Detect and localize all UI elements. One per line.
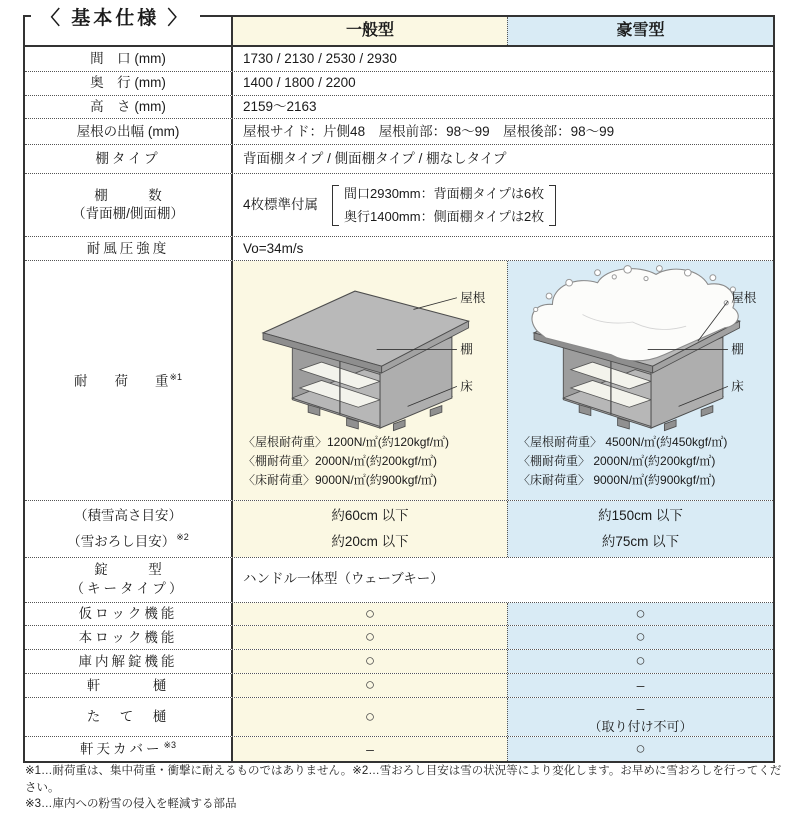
- row-label: [25, 261, 233, 500]
- row-soffit-cover: [25, 736, 773, 761]
- downspout-note: （取り付け不可）: [588, 718, 693, 734]
- load-cell-standard: [233, 261, 507, 500]
- row-roof-overhang: [25, 118, 773, 144]
- feature-standard: ○: [233, 698, 507, 736]
- row-value: [233, 174, 773, 236]
- row-label: 軒 樋: [25, 674, 233, 697]
- diagram-label-floor: 床: [460, 379, 473, 394]
- row-label: [25, 737, 233, 761]
- row-label: 間 口 (mm): [25, 47, 233, 71]
- spec-table: [23, 8, 775, 763]
- row-value: 2159～2163: [233, 96, 773, 118]
- row-depth: [25, 71, 773, 95]
- shed-illustration-standard: [253, 266, 487, 433]
- bracket-right: [549, 185, 556, 226]
- note-ref-3: ※3: [163, 740, 177, 751]
- row-label: 本ロック機能: [25, 626, 233, 649]
- row-label: 仮ロック機能: [25, 603, 233, 626]
- feature-standard: ○: [233, 650, 507, 673]
- row-label: [25, 501, 233, 556]
- diagram-label-roof: 屋根: [730, 291, 756, 306]
- shelf-count-label-line2: （背面棚/側面棚）: [72, 206, 184, 222]
- bracket-left: [332, 185, 339, 226]
- row-shelf-type: [25, 144, 773, 173]
- snow-guideline-label-line2: （雪おろし目安）: [67, 533, 176, 549]
- row-temp-lock: [25, 602, 773, 626]
- load-label: 耐 荷 重: [73, 373, 169, 389]
- snow-guideline-snow: 約150cm 以下 約75cm 以下: [507, 501, 773, 556]
- feature-snow: ○: [507, 603, 773, 626]
- row-label: 棚タイプ: [25, 145, 233, 173]
- row-value: 背面棚タイプ / 側面棚タイプ / 棚なしタイプ: [233, 145, 773, 173]
- footnote-line: ※3…庫内への粉雪の侵入を軽減する部品: [25, 798, 237, 811]
- lock-value: ハンドル一体型（ウェーブキー）: [233, 558, 773, 602]
- row-height: [25, 95, 773, 118]
- column-header-snow: 豪雪型: [507, 17, 773, 45]
- row-load-capacity: [25, 260, 773, 500]
- note-ref-1: ※1: [169, 371, 183, 382]
- snow-guideline-standard: 約60cm 以下 約20cm 以下: [233, 501, 507, 556]
- row-value: 1400 / 1800 / 2200: [233, 72, 773, 95]
- row-inside-unlock: [25, 649, 773, 673]
- shelf-count-label-line1: 棚 数: [94, 188, 162, 203]
- feature-snow: ○: [507, 650, 773, 673]
- row-label: [25, 174, 233, 236]
- feature-standard: ○: [233, 603, 507, 626]
- load-spec-line: 〈床耐荷重〉9000N/㎡(約900kgf/㎡): [243, 472, 438, 487]
- load-spec-line: 〈棚耐荷重〉 2000N/㎡(約200kgf/㎡): [518, 453, 716, 468]
- row-eaves-gutter: [25, 673, 773, 697]
- row-label: 高 さ (mm): [25, 96, 233, 118]
- load-specs-standard: [237, 433, 503, 489]
- feature-standard: ○: [233, 626, 507, 649]
- row-value: 1730 / 2130 / 2530 / 2930: [233, 47, 773, 71]
- row-label: た て 樋: [25, 698, 233, 736]
- feature-standard: ○: [233, 674, 507, 697]
- diagram-label-shelf: 棚: [460, 342, 473, 357]
- load-spec-line: 〈屋根耐荷重〉1200N/㎡(約120kgf/㎡): [243, 435, 450, 450]
- row-main-lock: [25, 625, 773, 649]
- load-specs-snow: [512, 433, 769, 489]
- load-spec-line: 〈棚耐荷重〉2000N/㎡(約200kgf/㎡): [243, 453, 438, 468]
- feature-snow: ○: [507, 626, 773, 649]
- lock-label-line2: （キータイプ）: [70, 580, 186, 596]
- shed-illustration-snow: [524, 266, 758, 433]
- footnotes: [25, 763, 787, 813]
- diagram-label-floor: 床: [730, 379, 744, 394]
- row-downspout: [25, 697, 773, 736]
- load-cell-snow: [507, 261, 773, 500]
- column-header-standard: 一般型: [233, 17, 507, 45]
- feature-snow: ○: [507, 737, 773, 761]
- diagram-label-roof: 屋根: [460, 291, 486, 306]
- feature-standard: –: [233, 737, 507, 761]
- row-lock-type: [25, 557, 773, 602]
- row-label: [25, 558, 233, 602]
- lock-label-line1: 錠 型: [94, 562, 162, 578]
- footnote-line: ※1…耐荷重は、集中荷重・衝撃に耐えるものではありません。※2…雪おろし目安は雪の状況等により変化します。お早めに雪おろしを行ってください。: [25, 765, 782, 794]
- row-label: 屋根の出幅 (mm): [25, 119, 233, 144]
- load-spec-line: 〈床耐荷重〉 9000N/㎡(約900kgf/㎡): [518, 472, 716, 487]
- diagram-label-shelf: 棚: [730, 342, 744, 357]
- row-label: 奥 行 (mm): [25, 72, 233, 95]
- bracket-line: 間口2930mm：背面棚タイプは6枚: [344, 185, 545, 201]
- soffit-label: 軒天カバー: [79, 741, 163, 757]
- row-width: [25, 47, 773, 71]
- row-value: 屋根サイド：片側48 屋根前部：98～99 屋根後部：98～99: [233, 119, 773, 144]
- shelf-count-prefix: 4枚標準付属: [243, 197, 319, 213]
- row-shelf-count: [25, 173, 773, 236]
- shelf-count-bracket: [332, 182, 556, 229]
- row-value: Vo=34m/s: [233, 237, 773, 260]
- load-spec-line: 〈屋根耐荷重〉 4500N/㎡(約450kgf/㎡): [518, 435, 728, 450]
- bracket-line: 奥行1400mm：側面棚タイプは2枚: [344, 209, 545, 225]
- feature-snow: – （取り付け不可）: [507, 698, 773, 736]
- row-wind-resistance: [25, 236, 773, 260]
- note-ref-2: ※2: [176, 532, 189, 543]
- row-snow-guideline: [25, 500, 773, 556]
- row-label: 庫内解錠機能: [25, 650, 233, 673]
- feature-snow: –: [507, 674, 773, 697]
- page-title: 〈 基本仕様 〉: [31, 3, 200, 30]
- row-label: 耐風圧強度: [25, 237, 233, 260]
- snow-guideline-label-line1: （積雪高さ目安）: [74, 508, 182, 524]
